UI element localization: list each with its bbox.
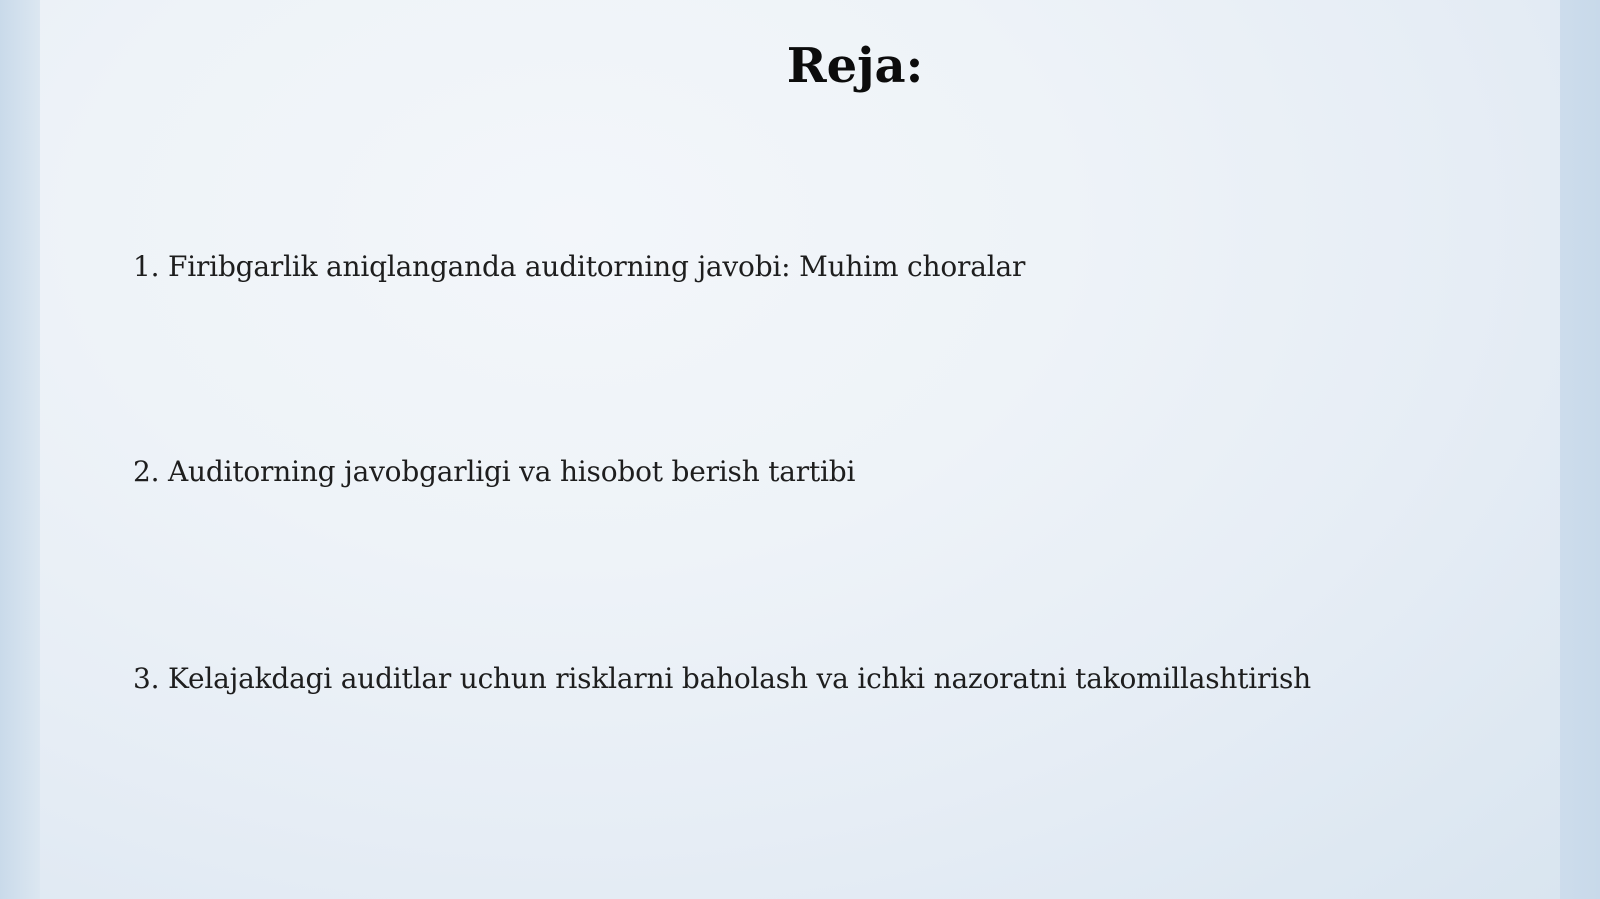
plan-item-1: 1. Firibgarlik aniqlanganda auditorning javobi: Muhim choralar	[133, 250, 1026, 283]
slide-title: Reja:	[786, 38, 924, 94]
slide-canvas	[40, 0, 1560, 899]
plan-item-2: 2. Auditorning javobgarligi va hisobot berish tartibi	[133, 455, 856, 488]
plan-item-3: 3. Kelajakdagi auditlar uchun risklarni baholash va ichki nazoratni takomillashtirish	[133, 662, 1311, 695]
